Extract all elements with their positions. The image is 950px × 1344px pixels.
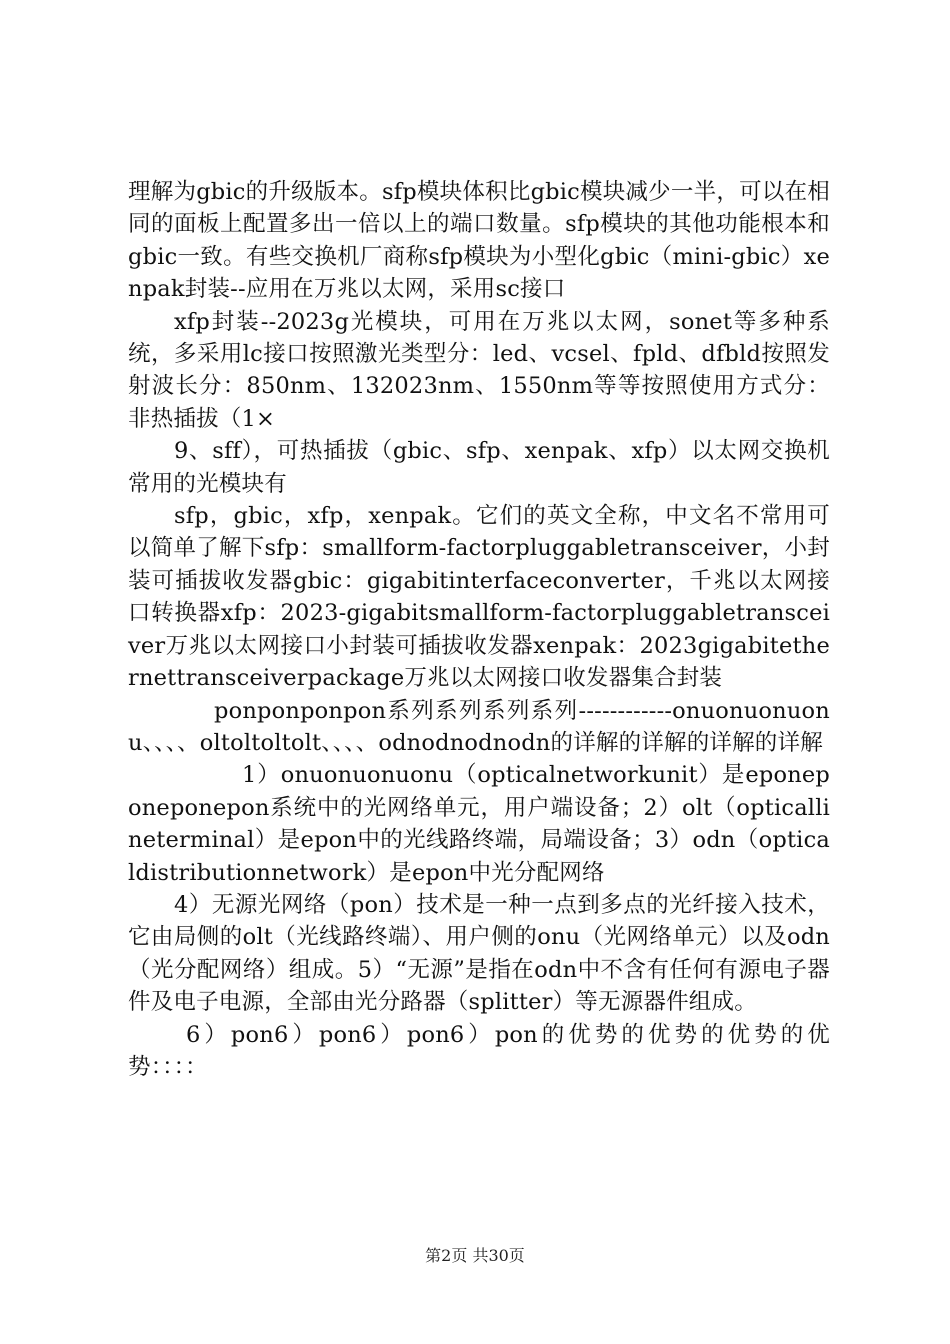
document-body — [128, 176, 830, 1083]
paragraph-6: 1）onuonuonuonu（opticalnetworkunit）是eponeponeponepon系统中的光网络单元，用户端设备；2）olt（opticallineterminal）是epon中的光线路终端，局端设备；3）odn（opticaldistributionnetwork）是epon中光分配网络 — [128, 762, 830, 886]
page-number: 第2页 共30页 — [425, 1246, 525, 1265]
paragraph-8: 6）pon6）pon6）pon6）pon的优势的优势的优势的优势：：：： — [128, 1021, 830, 1080]
paragraph-2: xfp封装--2023g光模块，可用在万兆以太网，sonet等多种系统，多采用lc接口按照激光类型分：led、vcsel、fpld、dfbld按照发射波长分：850nm、132023nm、1550nm等等按照使用方式分：非热插拔（1× — [128, 308, 830, 432]
paragraph-3: 9、sff），可热插拔（gbic、sfp、xenpak、xfp）以太网交换机常用的光模块有 — [128, 438, 830, 497]
paragraph-7: 4）无源光网络（pon）技术是一种一点到多点的光纤接入技术，它由局侧的olt（光线路终端）、用户侧的onu（光网络单元）以及odn（光分配网络）组成。5）“无源”是指在odn中不含有任何有源电子器件及电子电源，全部由光分路器（splitter）等无源器件组成。 — [128, 891, 830, 1016]
paragraph-5: ponponponpon系列系列系列系列------------onuonuonuonu、、、、oltoltoltolt、、、、odnodnodnodn的详解的详解的详解的详解 — [128, 697, 830, 756]
paragraph-4: sfp，gbic，xfp，xenpak。它们的英文全称，中文名不常用可以简单了解下sfp：smallform-factorpluggabletransceiver，小封装可插拔收发器gbic：gigabitinterfaceconverter，千兆以太网接口转换器xfp：2023-gigabitsmallform-factorpluggabletransceiver万兆以太网接口小封装可插拔收发器xenpak：2023gigabitethernettransceiverpackage万兆以太网接口收发器集合封装 — [128, 503, 830, 692]
paragraph-1: 理解为gbic的升级版本。sfp模块体积比gbic模块减少一半，可以在相同的面板上配置多出一倍以上的端口数量。sfp模块的其他功能根本和gbic一致。有些交换机厂商称sfp模块为小型化gbic（mini-gbic）xenpak封装--应用在万兆以太网，采用sc接口 — [128, 179, 830, 303]
